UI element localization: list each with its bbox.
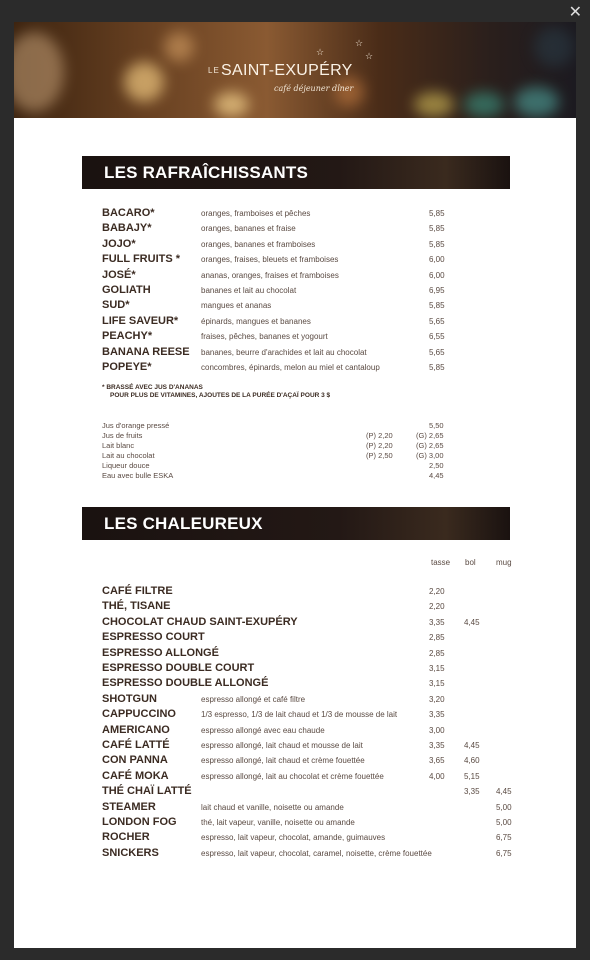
item-price: 5,85 [429, 209, 445, 218]
item-description: oranges, fraises, bleuets et framboises [201, 255, 339, 265]
item-price: 6,95 [429, 286, 445, 295]
simple-item-row [102, 431, 542, 441]
brand-tagline: café déjeuner dîner [274, 84, 354, 93]
item-description: 1/3 espresso, 1/3 de lait chaud et 1/3 de mousse de lait [201, 710, 398, 720]
column-header-mug: mug [496, 558, 512, 567]
menu-item-row [102, 847, 562, 862]
menu-item-row [102, 616, 562, 631]
simple-item-price: 2,50 [429, 461, 444, 470]
item-name: GOLIATH [102, 284, 151, 296]
item-name: ROCHER [102, 831, 150, 844]
item-name: JOJO* [102, 237, 136, 250]
menu-item-row [102, 708, 562, 723]
simple-item-price: 5,50 [429, 421, 444, 430]
menu-item-row [102, 207, 542, 222]
item-price: 5,85 [429, 224, 445, 234]
column-header-bol: bol [465, 558, 476, 567]
item-price-tasse: 3,20 [429, 694, 445, 704]
menu-item-row [102, 330, 542, 345]
menu-item-row [102, 693, 562, 708]
item-name: SNICKERS [102, 846, 159, 859]
item-price-tasse: 3,00 [429, 725, 445, 735]
item-price-mug: 5,00 [496, 818, 512, 827]
section-title-cold: LES RAFRAÎCHISSANTS [82, 156, 510, 189]
item-name: CAFÉ FILTRE [102, 585, 173, 597]
item-price-tasse: 3,35 [429, 710, 445, 720]
item-description: espresso allongé, lait chaud et mousse de lait [201, 741, 363, 750]
menu-item-row [102, 361, 542, 376]
item-description: fraises, pêches, bananes et yogourt [201, 332, 328, 342]
menu-item-row [102, 785, 562, 800]
item-price: 5,65 [429, 347, 445, 357]
item-description: concombres, épinards, melon au miel et cantaloup [201, 363, 380, 372]
item-name: SUD* [102, 299, 130, 312]
item-description: lait chaud et vanille, noisette ou amande [201, 802, 344, 812]
simple-item-small-price: (P) 2,20 [366, 431, 393, 440]
item-description: épinards, mangues et bananes [201, 316, 311, 326]
item-description: espresso allongé, lait au chocolat et crème fouettée [201, 771, 384, 781]
item-price: 6,00 [429, 255, 445, 265]
item-price-tasse: 2,85 [429, 648, 445, 658]
item-name: SHOTGUN [102, 692, 157, 705]
item-description: oranges, framboises et pêches [201, 209, 311, 218]
brand-prefix: LE [208, 66, 220, 75]
menu-item-row [102, 631, 562, 646]
menu-item-row [102, 724, 562, 739]
simple-item-row [102, 421, 542, 431]
menu-item-row [102, 299, 542, 314]
menu-item-row [102, 677, 562, 692]
simple-item-row [102, 471, 542, 481]
item-price: 6,55 [429, 332, 445, 342]
close-icon[interactable]: ✕ [568, 2, 582, 21]
menu-item-row [102, 754, 562, 769]
menu-item-row [102, 346, 542, 361]
simple-item-row [102, 461, 542, 471]
item-name: ESPRESSO DOUBLE ALLONGÉ [102, 677, 269, 690]
simple-item-small-price: (P) 2,20 [366, 441, 393, 450]
item-name: CAPPUCCINO [102, 708, 176, 721]
menu-note: * BRASSÉ AVEC JUS D'ANANAS [102, 384, 203, 391]
item-price-tasse: 3,35 [429, 741, 445, 750]
item-description: oranges, bananes et fraise [201, 224, 296, 234]
item-name: LONDON FOG [102, 816, 177, 828]
simple-item-name: Jus d'orange pressé [102, 421, 170, 430]
menu-item-row [102, 801, 562, 816]
item-name: THÉ CHAÏ LATTÉ [102, 785, 192, 798]
item-price-bol: 3,35 [464, 787, 480, 797]
item-price-mug: 6,75 [496, 833, 512, 843]
item-price-bol: 4,45 [464, 741, 480, 750]
item-description: espresso allongé avec eau chaude [201, 725, 325, 735]
item-name: CHOCOLAT CHAUD SAINT-EXUPÉRY [102, 615, 298, 628]
star-icon: ☆ [365, 51, 374, 61]
item-price: 5,85 [429, 239, 445, 249]
menu-page [14, 22, 576, 948]
item-name: STEAMER [102, 800, 156, 813]
item-price-tasse: 2,20 [429, 602, 445, 612]
header-banner-image [14, 22, 576, 118]
simple-item-large-price: (G) 2,65 [416, 431, 444, 440]
item-name: BANANA REESE [102, 345, 190, 358]
item-description: thé, lait vapeur, vanille, noisette ou amande [201, 818, 355, 827]
menu-item-row [102, 238, 542, 253]
item-price: 5,85 [429, 301, 445, 311]
simple-item-price: 4,45 [429, 471, 444, 480]
item-name: THÉ, TISANE [102, 600, 171, 613]
menu-item-row [102, 222, 542, 237]
simple-item-row [102, 441, 542, 451]
item-name: CAFÉ LATTÉ [102, 739, 170, 751]
item-description: espresso, lait vapeur, chocolat, caramel, noisette, crème fouettée [201, 848, 432, 858]
item-name: POPEYE* [102, 361, 152, 373]
item-description: mangues et ananas [201, 301, 272, 311]
item-price-bol: 5,15 [464, 771, 480, 781]
item-name: BABAJY* [102, 222, 152, 235]
item-price-tasse: 2,85 [429, 633, 445, 643]
menu-item-row [102, 831, 562, 846]
item-description: espresso allongé, lait chaud et crème fouettée [201, 756, 365, 766]
simple-item-row [102, 451, 542, 461]
simple-item-name: Lait au chocolat [102, 451, 155, 460]
menu-item-row [102, 816, 562, 831]
simple-item-small-price: (P) 2,50 [366, 451, 393, 460]
star-icon: ☆ [355, 38, 364, 48]
brand-logo-name: SAINT-EXUPÉRY [221, 62, 353, 79]
item-price-tasse: 4,00 [429, 771, 445, 781]
menu-item-row [102, 600, 562, 615]
simple-item-name: Eau avec bulle ESKA [102, 471, 174, 480]
menu-item-row [102, 662, 562, 677]
menu-item-row [102, 585, 562, 600]
item-name: CON PANNA [102, 754, 168, 767]
item-price-tasse: 3,15 [429, 664, 445, 673]
item-description: ananas, oranges, fraises et framboises [201, 270, 339, 280]
item-name: CAFÉ MOKA [102, 769, 169, 782]
simple-item-large-price: (G) 2,65 [416, 441, 444, 450]
item-description: bananes et lait au chocolat [201, 286, 297, 295]
item-name: PEACHY* [102, 330, 153, 343]
item-price-bol: 4,60 [464, 756, 480, 766]
menu-item-row [102, 253, 542, 268]
item-name: BACARO* [102, 207, 155, 219]
item-price-tasse: 3,65 [429, 756, 445, 766]
item-name: FULL FRUITS * [102, 253, 181, 266]
item-price-mug: 5,00 [496, 802, 512, 812]
item-price-tasse: 3,15 [429, 679, 445, 689]
item-description: bananes, beurre d'arachides et lait au chocolat [201, 347, 367, 357]
item-name: LIFE SAVEUR* [102, 314, 179, 327]
star-icon: ☆ [316, 47, 325, 57]
item-price-bol: 4,45 [464, 617, 480, 627]
item-name: ESPRESSO DOUBLE COURT [102, 662, 255, 674]
menu-item-row [102, 739, 562, 754]
menu-item-row [102, 284, 542, 299]
menu-note: POUR PLUS DE VITAMINES, AJOUTES DE LA PURÉE D'AÇAÏ POUR 3 $ [110, 392, 331, 399]
item-description: oranges, bananes et framboises [201, 239, 316, 249]
simple-item-name: Liqueur douce [102, 461, 150, 470]
menu-item-row [102, 269, 542, 284]
menu-item-row [102, 315, 542, 330]
item-price: 5,65 [429, 316, 445, 326]
item-price-tasse: 3,35 [429, 617, 445, 627]
item-name: JOSÉ* [102, 268, 136, 281]
item-price-mug: 6,75 [496, 848, 512, 858]
item-name: ESPRESSO ALLONGÉ [102, 646, 219, 659]
item-description: espresso, lait vapeur, chocolat, amande, guimauves [201, 833, 386, 843]
menu-item-row [102, 770, 562, 785]
simple-item-large-price: (G) 3,00 [416, 451, 444, 460]
simple-item-name: Jus de fruits [102, 431, 143, 440]
simple-item-name: Lait blanc [102, 441, 135, 450]
item-price: 5,85 [429, 363, 445, 372]
section-title-hot: LES CHALEUREUX [82, 507, 510, 540]
menu-item-row [102, 647, 562, 662]
item-price-mug: 4,45 [496, 787, 512, 797]
item-name: AMERICANO [102, 723, 170, 736]
item-name: ESPRESSO COURT [102, 631, 205, 644]
item-description: espresso allongé et café filtre [201, 694, 306, 704]
item-price: 6,00 [429, 270, 445, 280]
item-price-tasse: 2,20 [429, 587, 445, 596]
column-header-tasse: tasse [431, 558, 451, 567]
